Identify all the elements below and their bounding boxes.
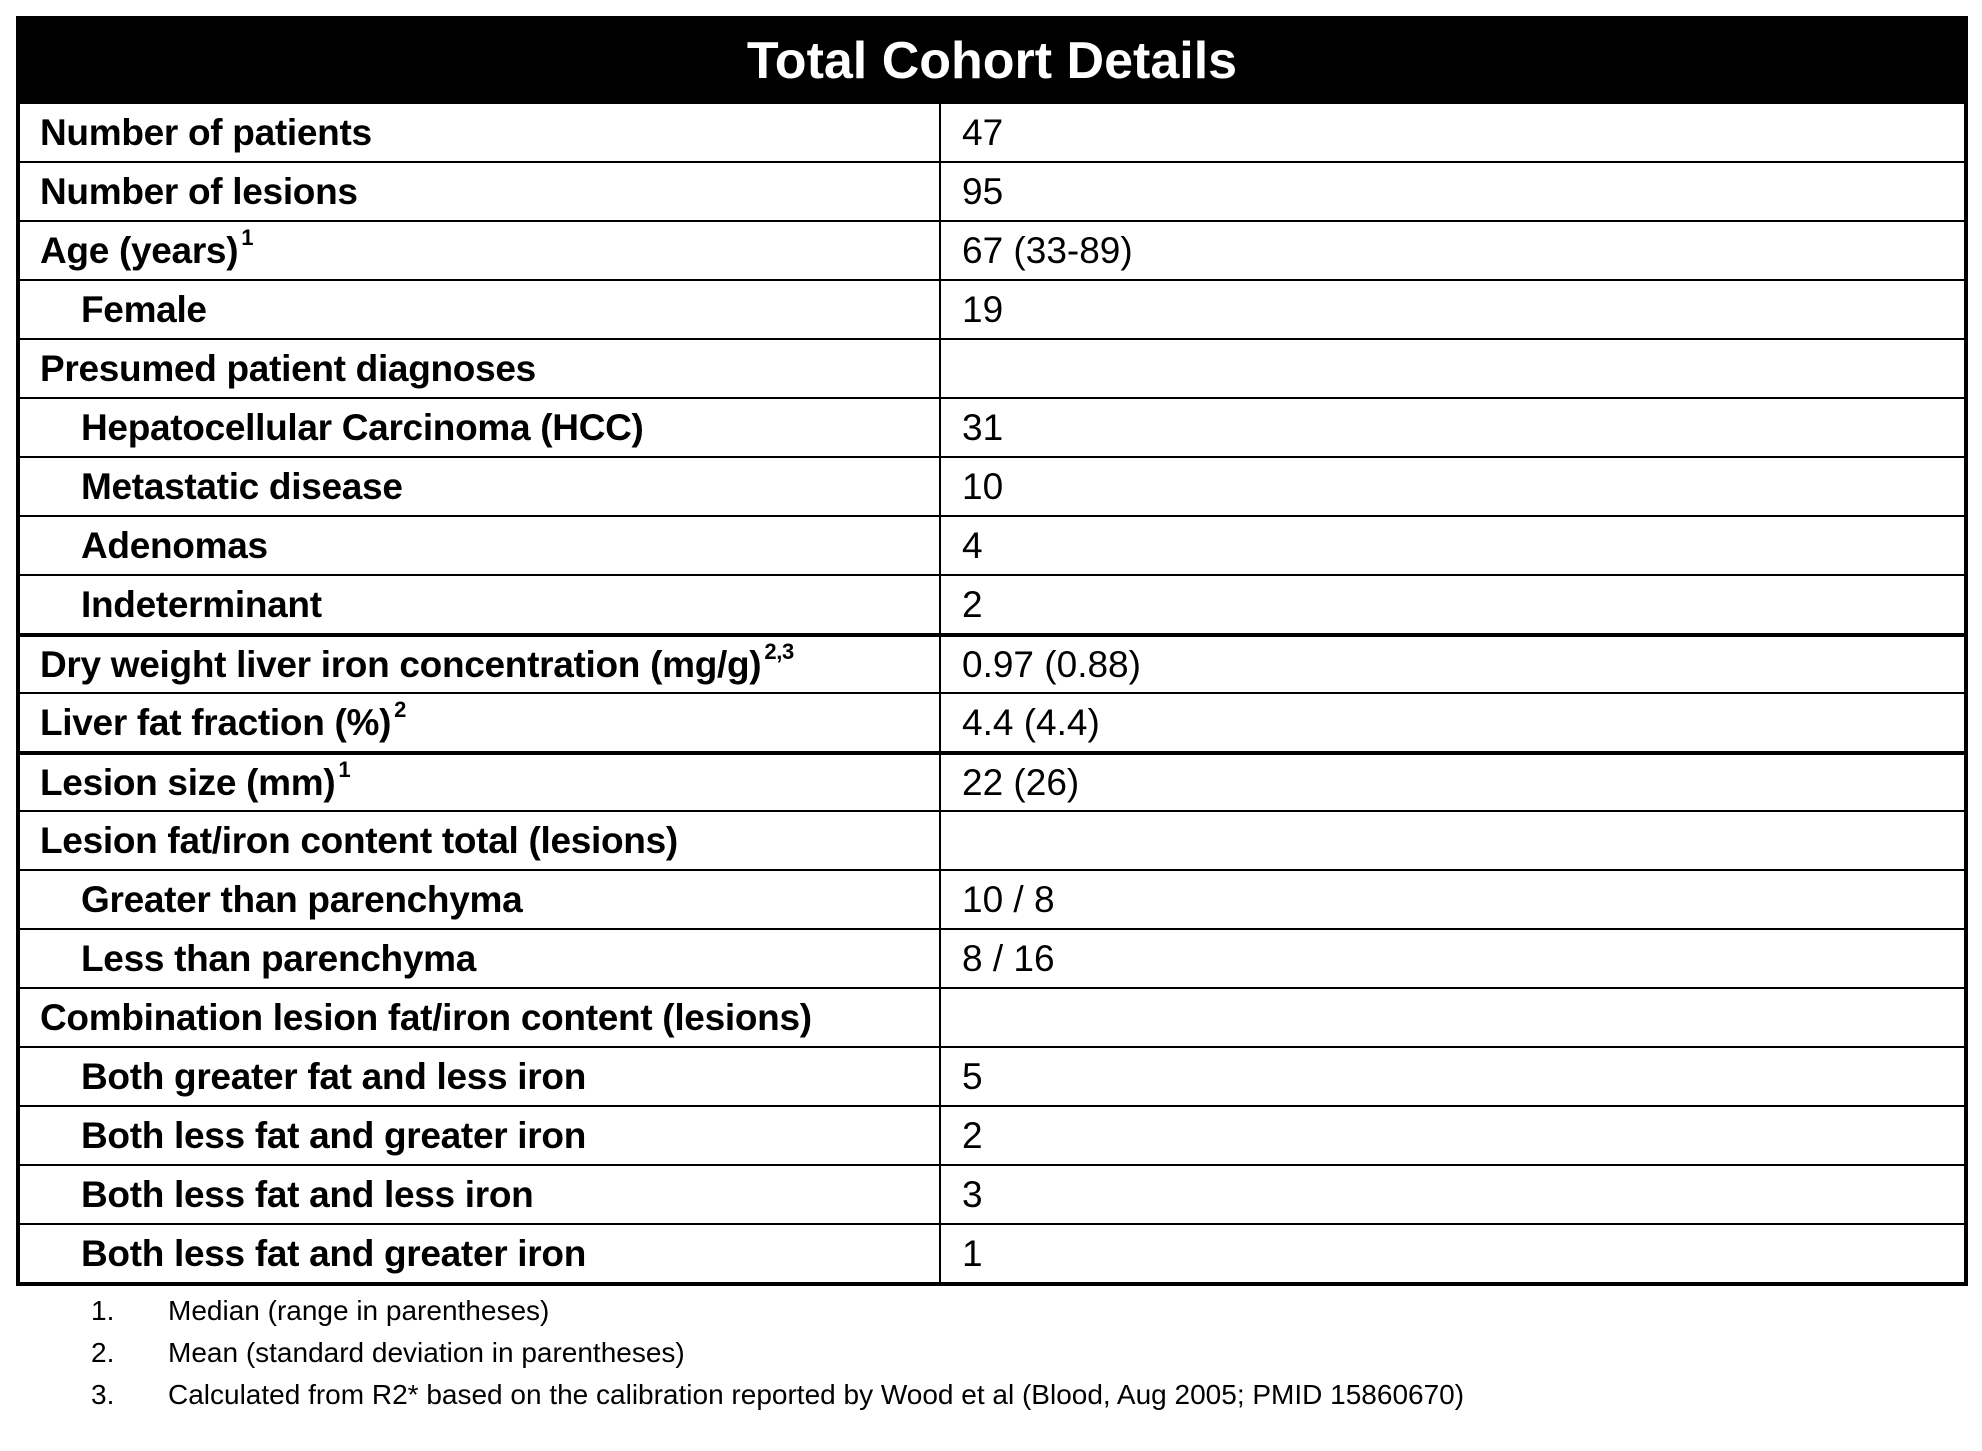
row-label-text: Greater than parenchyma: [81, 878, 523, 920]
row-label: [20, 576, 941, 633]
footnote-marker: 2: [394, 696, 407, 722]
footnote-number: 1.: [91, 1295, 115, 1326]
footnote-marker: 2,3: [764, 638, 794, 664]
table-row: [20, 1164, 1964, 1223]
table-row: [20, 810, 1964, 869]
row-label: [20, 871, 941, 928]
table-row: [20, 574, 1964, 633]
row-value: 95: [962, 170, 1004, 212]
row-label-text: Number of patients: [40, 111, 372, 153]
footnote: [16, 1332, 1464, 1374]
row-value: 8 / 16: [962, 937, 1055, 979]
row-label-text: Dry weight liver iron concentration (mg/g): [40, 643, 762, 685]
row-label: [20, 1048, 941, 1105]
row-label: [20, 930, 941, 987]
row-value: [941, 340, 1964, 397]
row-value: 4: [962, 524, 983, 566]
row-value: 10 / 8: [962, 878, 1055, 920]
row-label: [20, 222, 941, 279]
row-label-text: Lesion size (mm): [40, 761, 336, 803]
row-label: [20, 755, 941, 810]
row-label: [20, 458, 941, 515]
row-label: [20, 517, 941, 574]
row-value: 1: [962, 1232, 983, 1274]
table-row: [20, 220, 1964, 279]
row-label: [20, 989, 941, 1046]
row-value: 4.4 (4.4): [962, 701, 1100, 743]
row-label: [20, 694, 941, 751]
table-row: [20, 1105, 1964, 1164]
row-value: 10: [962, 465, 1004, 507]
row-value: 3: [962, 1173, 983, 1215]
row-label-text: Both less fat and greater iron: [81, 1232, 586, 1274]
footnote-marker: 1: [241, 224, 254, 250]
table-title: Total Cohort Details: [20, 20, 1964, 102]
row-value: 0.97 (0.88): [962, 643, 1141, 685]
row-label-text: Metastatic disease: [81, 465, 403, 507]
row-value: 19: [962, 288, 1004, 330]
row-value: 22 (26): [962, 761, 1080, 803]
table-row: [20, 869, 1964, 928]
row-value: 2: [962, 583, 983, 625]
row-label: [20, 812, 941, 869]
row-label-text: Both less fat and less iron: [81, 1173, 534, 1215]
table-row: [20, 692, 1964, 751]
footnote: [16, 1290, 1464, 1332]
table-body: [20, 102, 1964, 1282]
table-row: [20, 397, 1964, 456]
row-label-text: Female: [81, 288, 207, 330]
row-value: 5: [962, 1055, 983, 1097]
footnotes: [16, 1290, 1464, 1416]
footnote-text: Median (range in parentheses): [168, 1295, 550, 1326]
row-label: [20, 340, 941, 397]
table-row: [20, 456, 1964, 515]
row-label-text: Both greater fat and less iron: [81, 1055, 586, 1097]
table-row: [20, 751, 1964, 810]
table-row: [20, 515, 1964, 574]
row-label: [20, 281, 941, 338]
footnote-text: Mean (standard deviation in parentheses): [168, 1337, 685, 1368]
row-value: 67 (33-89): [962, 229, 1133, 271]
cohort-table: [16, 16, 1968, 1286]
row-value: 47: [962, 111, 1004, 153]
row-value: 2: [962, 1114, 983, 1156]
row-label-text: Adenomas: [81, 524, 268, 566]
row-value: 31: [962, 406, 1004, 448]
footnote-number: 3.: [91, 1379, 115, 1410]
row-value: [941, 989, 1964, 1046]
row-label: [20, 163, 941, 220]
table-row: [20, 102, 1964, 161]
row-label-text: Indeterminant: [81, 583, 322, 625]
footnote-text: Calculated from R2* based on the calibration reported by Wood et al (Blood, Aug 2005; PMID 15860670): [168, 1379, 1465, 1410]
table-row: [20, 633, 1964, 692]
row-value: [941, 812, 1964, 869]
row-label-text: Liver fat fraction (%): [40, 701, 392, 743]
table-row: [20, 338, 1964, 397]
row-label-text: Lesion fat/iron content total (lesions): [40, 819, 678, 861]
table-row: [20, 987, 1964, 1046]
footnote: [16, 1374, 1464, 1416]
row-label-text: Both less fat and greater iron: [81, 1114, 586, 1156]
row-label-text: Hepatocellular Carcinoma (HCC): [81, 406, 644, 448]
table-row: [20, 928, 1964, 987]
row-label: [20, 637, 941, 692]
row-label: [20, 399, 941, 456]
footnote-marker: 1: [338, 756, 351, 782]
table-row: [20, 279, 1964, 338]
table-row: [20, 1223, 1964, 1282]
footnote-number: 2.: [91, 1337, 115, 1368]
row-label-text: Less than parenchyma: [81, 937, 476, 979]
table-row: [20, 1046, 1964, 1105]
table-row: [20, 161, 1964, 220]
row-label-text: Number of lesions: [40, 170, 358, 212]
row-label: [20, 1107, 941, 1164]
row-label-text: Combination lesion fat/iron content (lesions): [40, 996, 812, 1038]
row-label-text: Presumed patient diagnoses: [40, 347, 536, 389]
row-label: [20, 1166, 941, 1223]
row-label: [20, 104, 941, 161]
row-label-text: Age (years): [40, 229, 239, 271]
row-label: [20, 1225, 941, 1282]
